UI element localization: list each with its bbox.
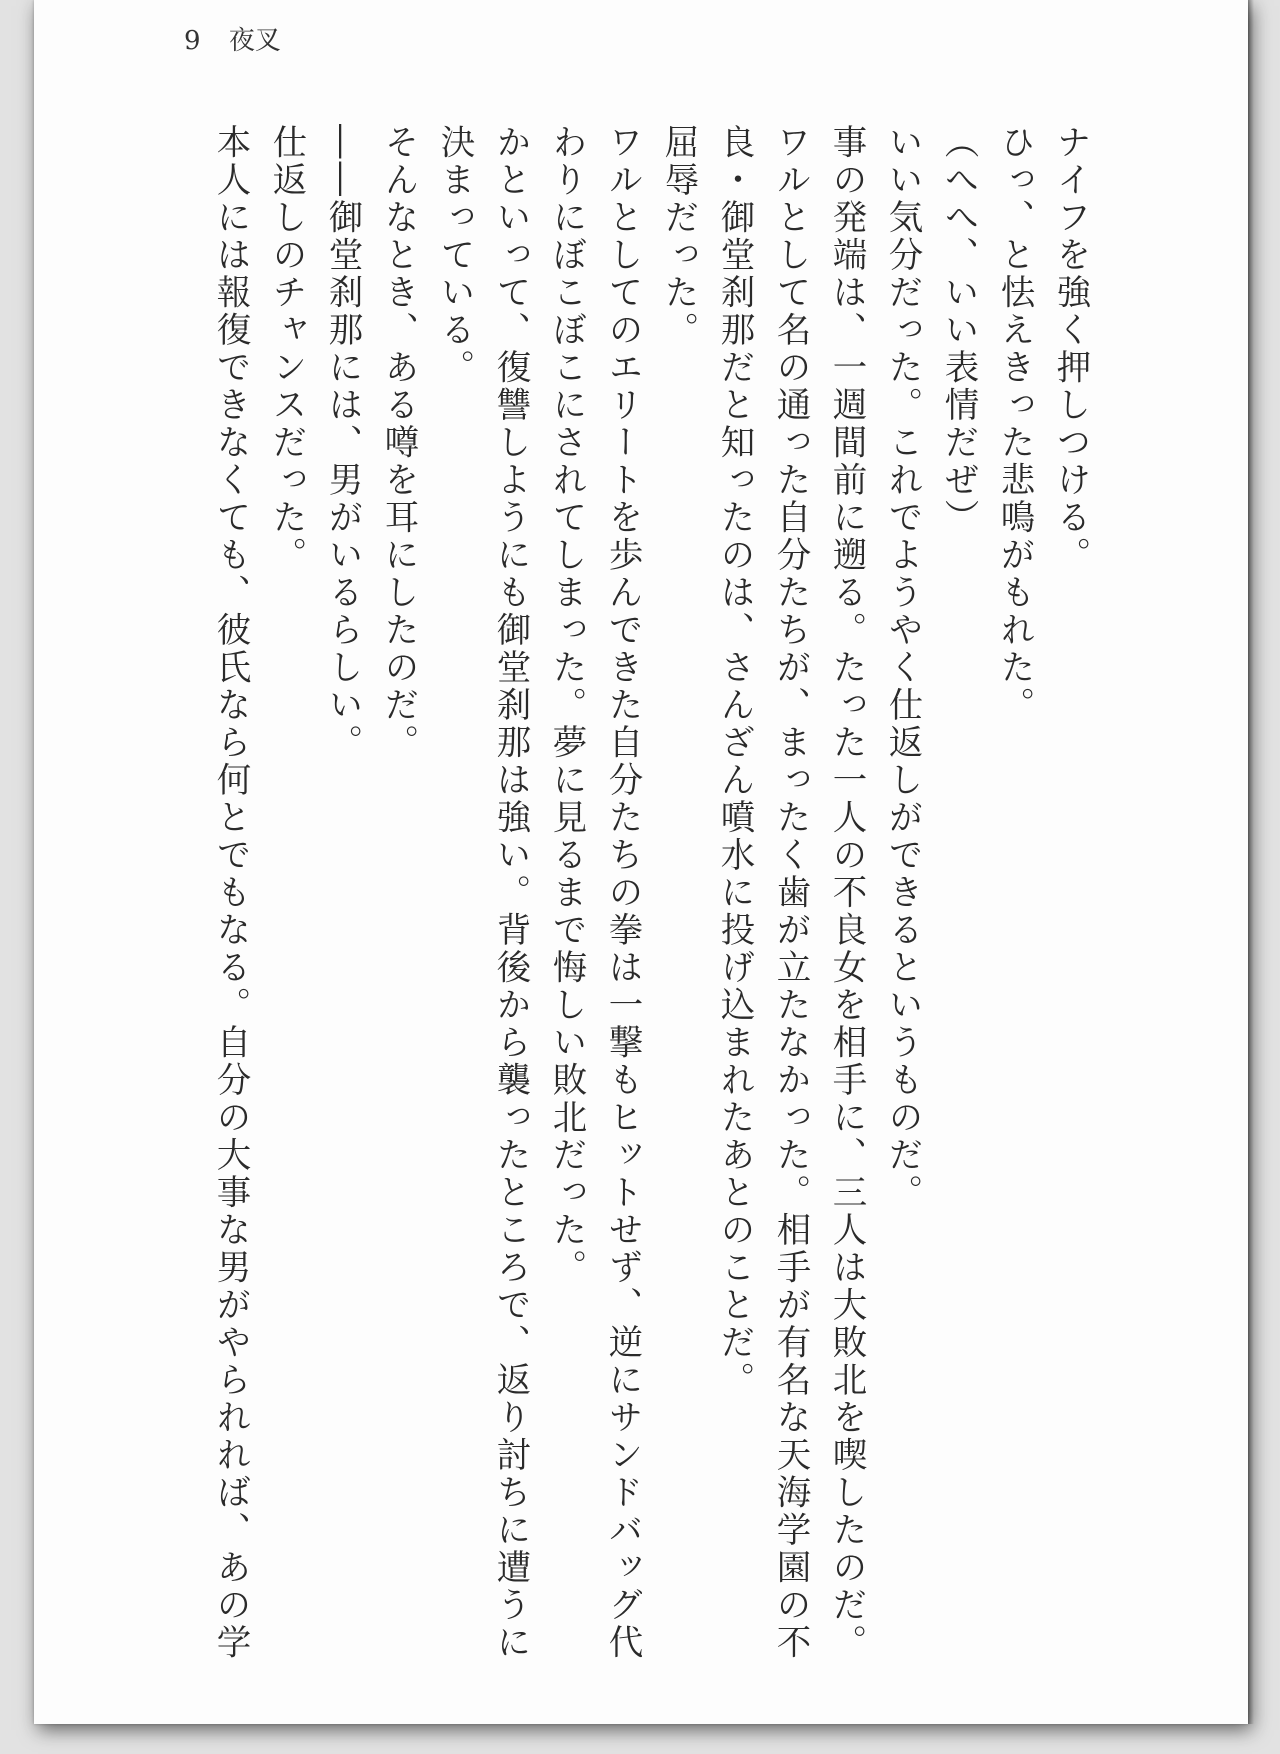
text-line: 良・御堂刹那だと知ったのは、さんざん噴水に投げ込まれたあとのことだ。 — [714, 124, 754, 1399]
text-line: 屈辱だった。 — [658, 124, 698, 349]
text-line: 本人には報復できなくても、彼氏なら何とでもなる。自分の大事な男がやられれば、あの学 — [210, 124, 250, 1662]
text-line: 事の発端は、一週間前に遡る。たった一人の不良女を相手に、三人は大敗北を喫したのだ。 — [826, 124, 866, 1662]
text-line: ナイフを強く押しつける。 — [1050, 124, 1090, 574]
text-line: ――御堂刹那には、男がいるらしい。 — [322, 124, 362, 762]
body-text — [202, 124, 1098, 1674]
text-line: ひっ、と怯えきった悲鳴がもれた。 — [994, 124, 1034, 724]
book-page — [34, 0, 1248, 1724]
text-line: いい気分だった。これでようやく仕返しができるというものだ。 — [882, 124, 922, 1212]
text-line: ワルとしてのエリートを歩んできた自分たちの拳は一撃もヒットせず、逆にサンドバッグ代 — [602, 124, 642, 1662]
text-line: 仕返しのチャンスだった。 — [266, 124, 306, 574]
text-line: わりにぼこぼこにされてしまった。夢に見るまで悔しい敗北だった。 — [546, 124, 586, 1287]
running-head — [184, 20, 281, 57]
chapter-title: 夜叉 — [228, 26, 281, 56]
text-line: 決まっている。 — [434, 124, 474, 387]
text-line: ワルとして名の通った自分たちが、まったく歯が立たなかった。相手が有名な天海学園の不 — [770, 124, 810, 1662]
text-line: そんなとき、ある噂を耳にしたのだ。 — [378, 124, 418, 762]
text-line: かといって、復讐しようにも御堂刹那は強い。背後から襲ったところで、返り討ちに遭うに — [490, 124, 530, 1662]
page-number: 9 — [184, 26, 201, 56]
text-line: （へへ、いい表情だぜ） — [938, 124, 978, 537]
